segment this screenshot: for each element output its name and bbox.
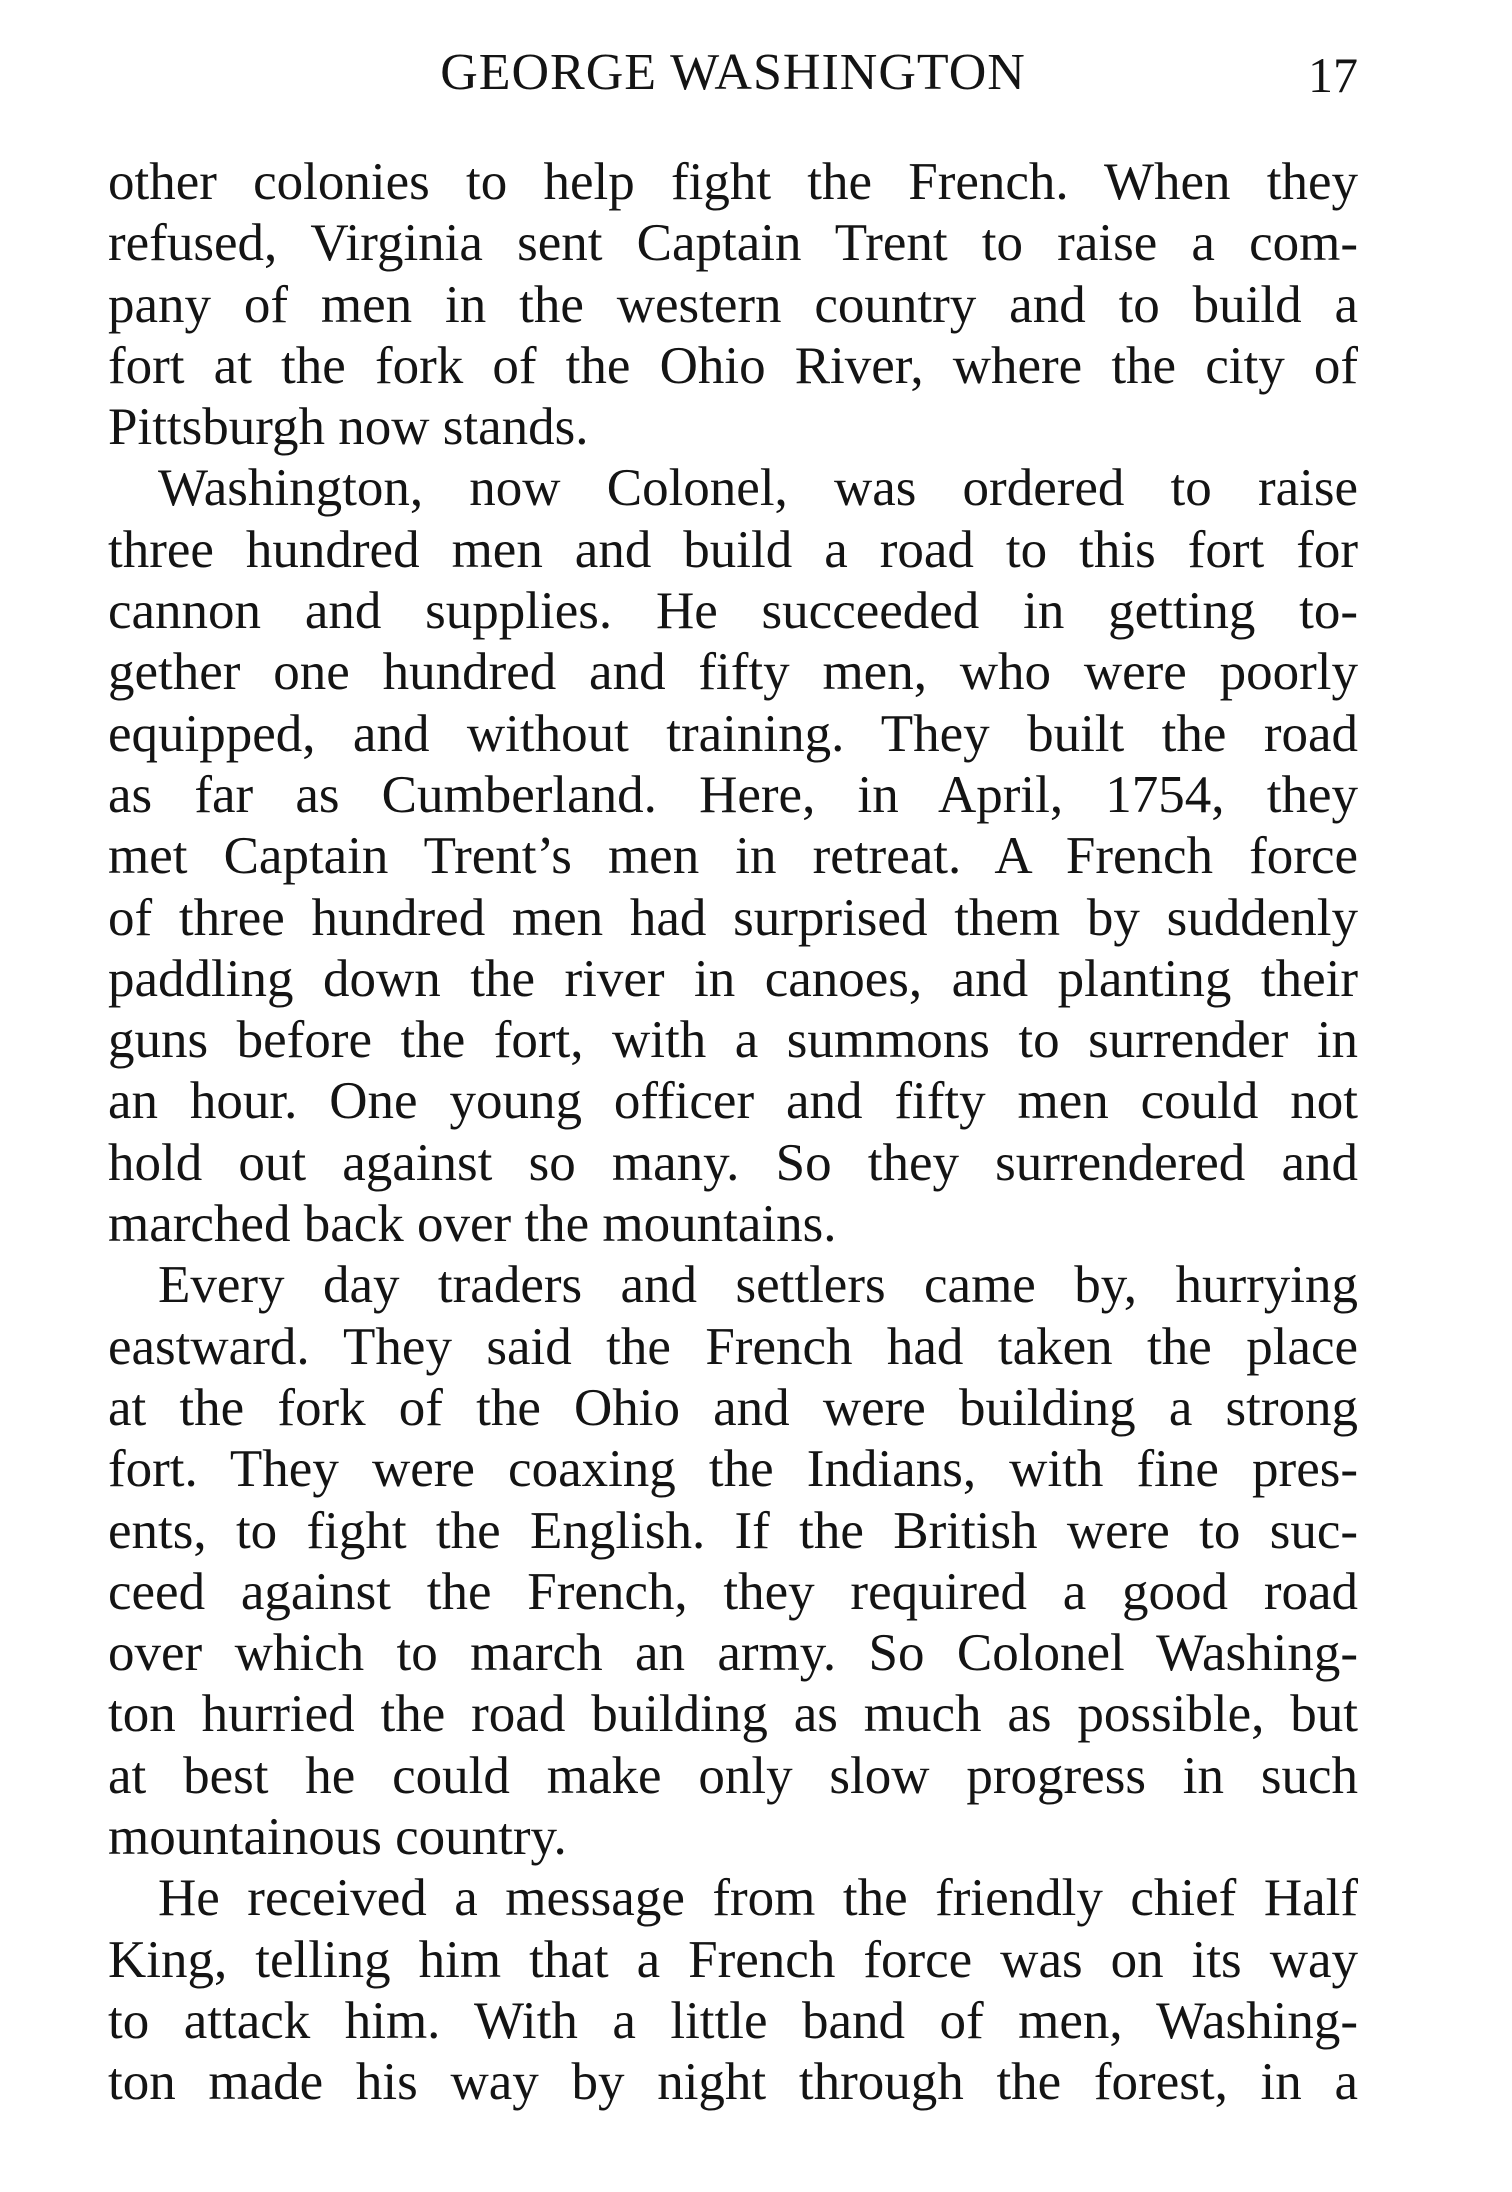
text-line: Pittsburgh now stands. <box>108 398 589 457</box>
text-line: met Captain Trent’s men in retreat. A French force <box>108 827 1358 886</box>
paragraph <box>108 458 1358 1255</box>
text-line: He received a message from the friendly chief Half <box>158 1869 1358 1928</box>
page-number: 17 <box>1308 47 1358 103</box>
text-line: Washington, now Colonel, was ordered to raise <box>158 459 1358 518</box>
text-line: pany of men in the western country and to build a <box>108 275 1358 334</box>
text-line: an hour. One young officer and fifty men could not <box>108 1072 1358 1131</box>
text-line: ton made his way by night through the forest, in a <box>108 2053 1358 2112</box>
running-title: GEORGE WASHINGTON <box>440 44 1026 101</box>
text-line: over which to march an army. So Colonel Washing- <box>108 1624 1358 1683</box>
running-head <box>108 38 1358 108</box>
text-line: paddling down the river in canoes, and planting their <box>108 949 1358 1008</box>
text-line: at the fork of the Ohio and were building a strong <box>108 1378 1358 1437</box>
text-line: of three hundred men had surprised them by suddenly <box>108 888 1358 947</box>
text-line: ton hurried the road building as much as possible, but <box>108 1685 1358 1744</box>
text-line: to attack him. With a little band of men, Washing- <box>108 1991 1358 2050</box>
text-line: refused, Virginia sent Captain Trent to raise a com- <box>108 214 1358 273</box>
text-line: three hundred men and build a road to this fort for <box>108 520 1358 579</box>
text-line: ceed against the French, they required a good road <box>108 1562 1358 1621</box>
text-line: mountainous country. <box>108 1808 567 1867</box>
text-line: fort. They were coaxing the Indians, with fine pres- <box>108 1440 1358 1499</box>
body-text <box>108 152 1358 2114</box>
paragraph <box>108 152 1358 458</box>
text-line: eastward. They said the French had taken the place <box>108 1317 1358 1376</box>
text-line: ents, to fight the English. If the British were to suc- <box>108 1501 1358 1560</box>
text-line: gether one hundred and fifty men, who were poorly <box>108 643 1358 702</box>
text-line: marched back over the mountains. <box>108 1195 837 1254</box>
paragraph <box>108 1868 1358 2113</box>
text-line: hold out against so many. So they surrendered and <box>108 1133 1358 1192</box>
text-line: at best he could make only slow progress in such <box>108 1746 1358 1805</box>
text-line: fort at the fork of the Ohio River, where the city of <box>108 336 1358 395</box>
text-line: cannon and supplies. He succeeded in getting to- <box>108 582 1358 641</box>
text-line: equipped, and without training. They built the road <box>108 704 1358 763</box>
text-line: guns before the fort, with a summons to surrender in <box>108 1011 1358 1070</box>
paragraph <box>108 1255 1358 1868</box>
text-line: Every day traders and settlers came by, hurrying <box>158 1256 1358 1315</box>
text-line: other colonies to help fight the French. When they <box>108 153 1358 211</box>
text-line: King, telling him that a French force was on its way <box>108 1930 1358 1989</box>
text-line: as far as Cumberland. Here, in April, 1754, they <box>108 765 1358 824</box>
